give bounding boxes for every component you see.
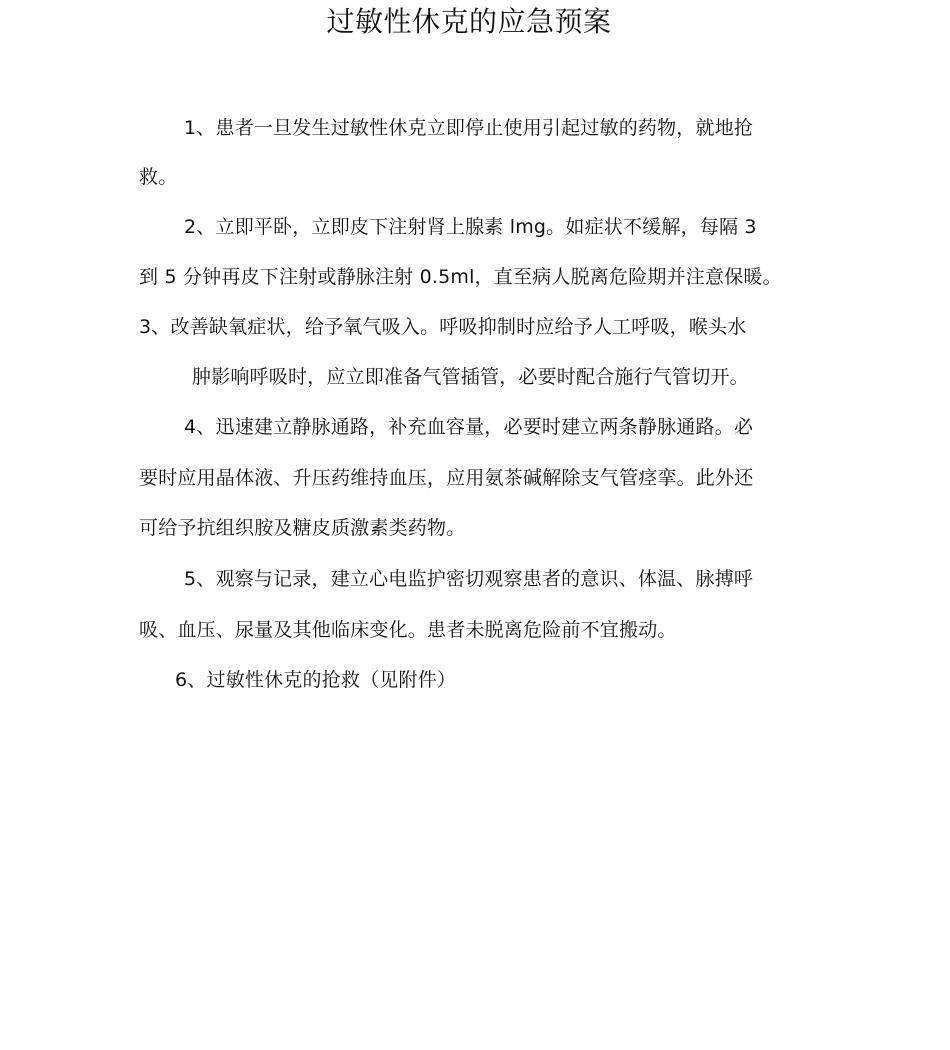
item-3-line-1: 3、改善缺氧症状，给予氧气吸入。呼吸抑制时应给予人工呼吸，喉头水 [139,316,747,338]
item-4-line-2: 要时应用晶体液、升压药维持血压，应用氨茶碱解除支气管痉挛。此外还 [139,467,754,489]
item-1-line-1: 1、患者一旦发生过敏性休克立即停止使用引起过敏的药物，就地抢 [184,117,754,139]
item-4-line-1: 4、迅速建立静脉通路，补充血容量，必要时建立两条静脉通路。必 [184,416,754,438]
item-2-line-2: 到 5 分钟再皮下注射或静脉注射 0.5ml，直至病人脱离危险期并注意保暖。 [139,266,782,288]
item-3-line-2: 肿影响呼吸时，应立即准备气管插管，必要时配合施行气管切开。 [192,366,749,388]
item-2-line-1: 2、立即平卧，立即皮下注射肾上腺素 lmg。如症状不缓解，每隔 3 [184,216,757,238]
page-title: 过敏性休克的应急预案 [326,5,612,38]
item-5-line-1: 5、观察与记录，建立心电监护密切观察患者的意识、体温、脉搏呼 [184,568,754,590]
item-6-line-1: 6、过敏性休克的抢救（见附件） [175,669,457,691]
item-4-line-3: 可给予抗组织胺及糖皮质激素类药物。 [139,517,466,539]
item-1-line-2: 救。 [139,166,178,188]
item-5-line-2: 吸、血压、尿量及其他临床变化。患者未脱离危险前不宜搬动。 [139,619,677,641]
